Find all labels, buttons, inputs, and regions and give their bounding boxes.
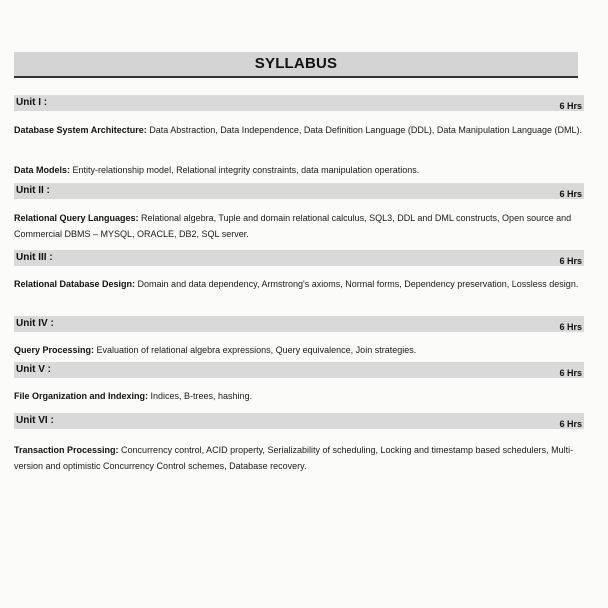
- unit-4-label: Unit IV :: [16, 318, 54, 329]
- unit-3-topic-1: [14, 276, 588, 292]
- unit-1-topic-1-text: Data Abstraction, Data Independence, Data Definition Language (DDL), Data Manipulation Language (DML).: [146, 125, 582, 135]
- unit-3-header: [14, 250, 584, 266]
- unit-5-hours: 6 Hrs: [559, 368, 582, 378]
- unit-6-topic-1-heading: Transaction Processing:: [14, 445, 119, 455]
- unit-4-hours: 6 Hrs: [559, 322, 582, 332]
- unit-2-label: Unit II :: [16, 185, 50, 196]
- unit-5-topic-1-heading: File Organization and Indexing:: [14, 391, 149, 401]
- syllabus-title: SYLLABUS: [254, 55, 338, 72]
- unit-1-topic-1-heading: Database System Architecture:: [14, 125, 147, 135]
- unit-3-label: Unit III :: [16, 252, 53, 263]
- unit-1-topic-1: [14, 122, 588, 138]
- unit-2-topic-1-text: Relational algebra, Tuple and domain relational calculus, SQL3, DDL and DML constructs, Open source and Commercial DBMS – MYSQL, ORACLE, DB2, SQL server.: [14, 213, 572, 239]
- unit-2-header: [14, 183, 584, 199]
- unit-4-topic-1-heading: Query Processing:: [14, 345, 95, 355]
- unit-5-header: [14, 362, 584, 378]
- unit-2-topic-1: [14, 210, 588, 242]
- unit-6-topic-1: [14, 442, 588, 474]
- unit-1-label: Unit I :: [16, 97, 48, 108]
- unit-4-topic-1: [14, 342, 588, 358]
- unit-3-hours: 6 Hrs: [559, 256, 582, 266]
- unit-6-topic-1-text: Concurrency control, ACID property, Serializability of scheduling, Locking and timestamp based schedulers, Multi-version and optimistic Concurrency Control schemes, Database recovery.: [14, 445, 574, 471]
- unit-2-hours: 6 Hrs: [559, 189, 582, 199]
- unit-6-label: Unit VI :: [16, 415, 54, 426]
- unit-4-header: [14, 316, 584, 332]
- unit-2-topic-1-heading: Relational Query Languages:: [14, 213, 139, 223]
- unit-5-label: Unit V :: [16, 364, 51, 375]
- unit-1-hours: 6 Hrs: [559, 101, 582, 111]
- unit-4-topic-1-text: Evaluation of relational algebra expressions, Query equivalence, Join strategies.: [94, 345, 417, 355]
- unit-1-topic-2: [14, 162, 588, 178]
- unit-3-topic-1-heading: Relational Database Design:: [14, 279, 136, 289]
- unit-6-header: [14, 413, 584, 429]
- unit-6-hours: 6 Hrs: [559, 419, 582, 429]
- unit-1-header: [14, 95, 584, 111]
- unit-5-topic-1-text: Indices, B-trees, hashing.: [148, 391, 253, 401]
- unit-1-topic-2-heading: Data Models:: [14, 165, 71, 175]
- unit-3-topic-1-text: Domain and data dependency, Armstrong's axioms, Normal forms, Dependency preservation, Lossless design.: [135, 279, 579, 289]
- unit-1-topic-2-text: Entity-relationship model, Relational integrity constraints, data manipulation operations.: [70, 165, 420, 175]
- unit-5-topic-1: [14, 388, 588, 404]
- syllabus-title-bar: [14, 52, 578, 78]
